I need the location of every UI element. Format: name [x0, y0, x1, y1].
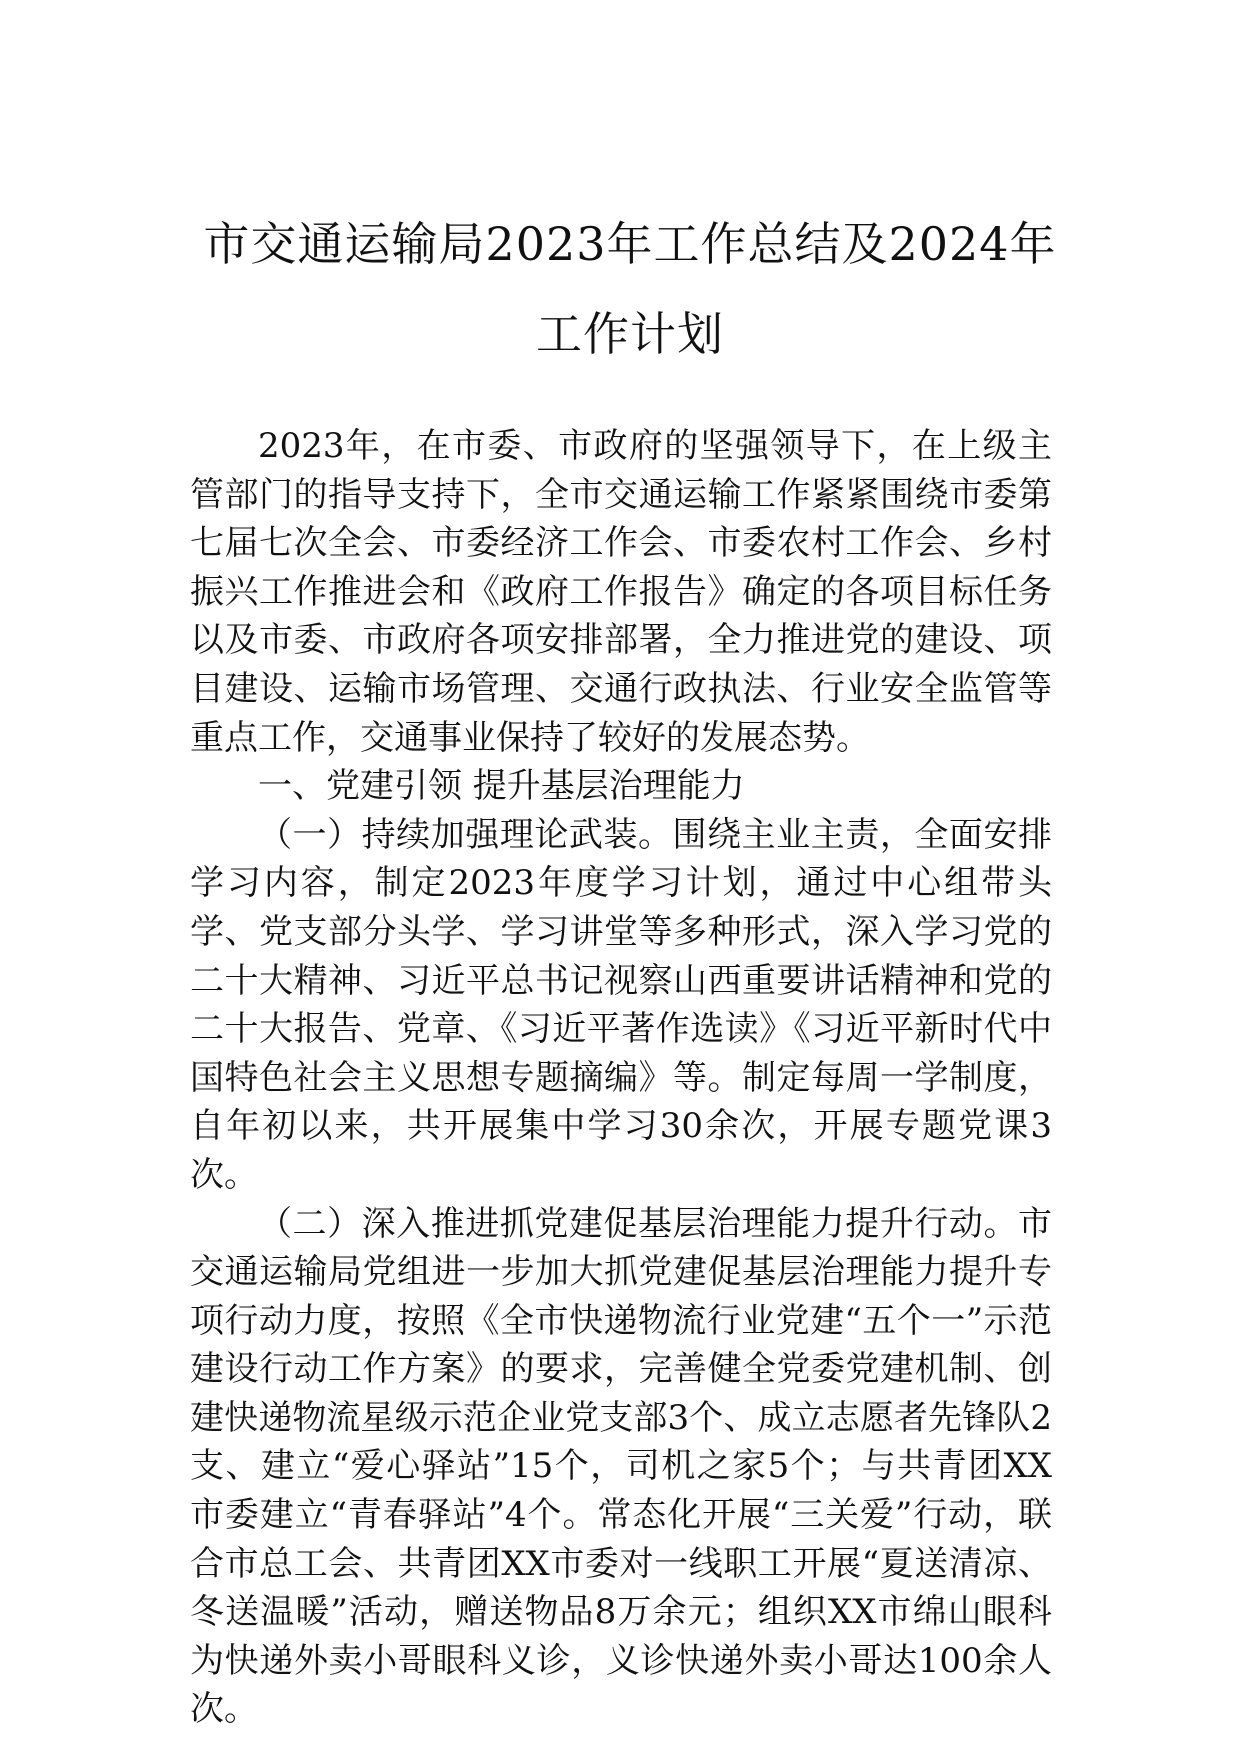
subsection-paragraph-2: （二）深入推进抓党建促基层治理能力提升行动。市交通运输局党组进一步加大抓党建促基层治理能力提升专项行动力度，按照《全市快递物流行业党建“五个一”示范建设行动工作方案》的要求，完善健全党委党建机制、创建快递物流星级示范企业党支部3个、成立志愿者先锋队2支、建立“爱心驿站”15个，司机之家5个；与共青团XX市委建立“青春驿站”4个。常态化开展“三关爱”行动，联合市总工会、共青团XX市委对一线职工开展“夏送清凉、冬送温暖”活动，赠送物品8万余元；组织XX市绵山眼科为快递外卖小哥眼科义诊，义诊快递外卖小哥达100余人次。 [190, 1203, 1052, 1730]
document-body [190, 422, 1052, 1734]
subsection-paragraph-1: （一）持续加强理论武装。围绕主业主责，全面安排学习内容，制定2023年度学习计划，通过中心组带头学、党支部分头学、学习讲堂等多种形式，深入学习党的二十大精神、习近平总书记视察山西重要讲话精神和党的二十大报告、党章、《习近平著作选读》《习近平新时代中国特色社会主义思想专题摘编》等。制定每周一学制度，自年初以来，共开展集中学习30余次，开展专题党课3次。 [190, 814, 1052, 1195]
section-heading-1: 一、党建引领 提升基层治理能力 [258, 766, 745, 807]
intro-paragraph: 2023年，在市委、市政府的坚强领导下，在上级主管部门的指导支持下，全市交通运输工作紧紧围绕市委第七届七次全会、市委经济工作会、市委农村工作会、乡村振兴工作推进会和《政府工作报告》确定的各项目标任务以及市委、市政府各项安排部署，全力推进党的建设、项目建设、运输市场管理、交通行政执法、行业安全监管等重点工作，交通事业保持了较好的发展态势。 [190, 426, 1052, 758]
document-title-line-2: 工作计划 [536, 307, 724, 361]
document-title-line-1: 市交通运输局2023年工作总结及2024年 [203, 217, 1057, 271]
